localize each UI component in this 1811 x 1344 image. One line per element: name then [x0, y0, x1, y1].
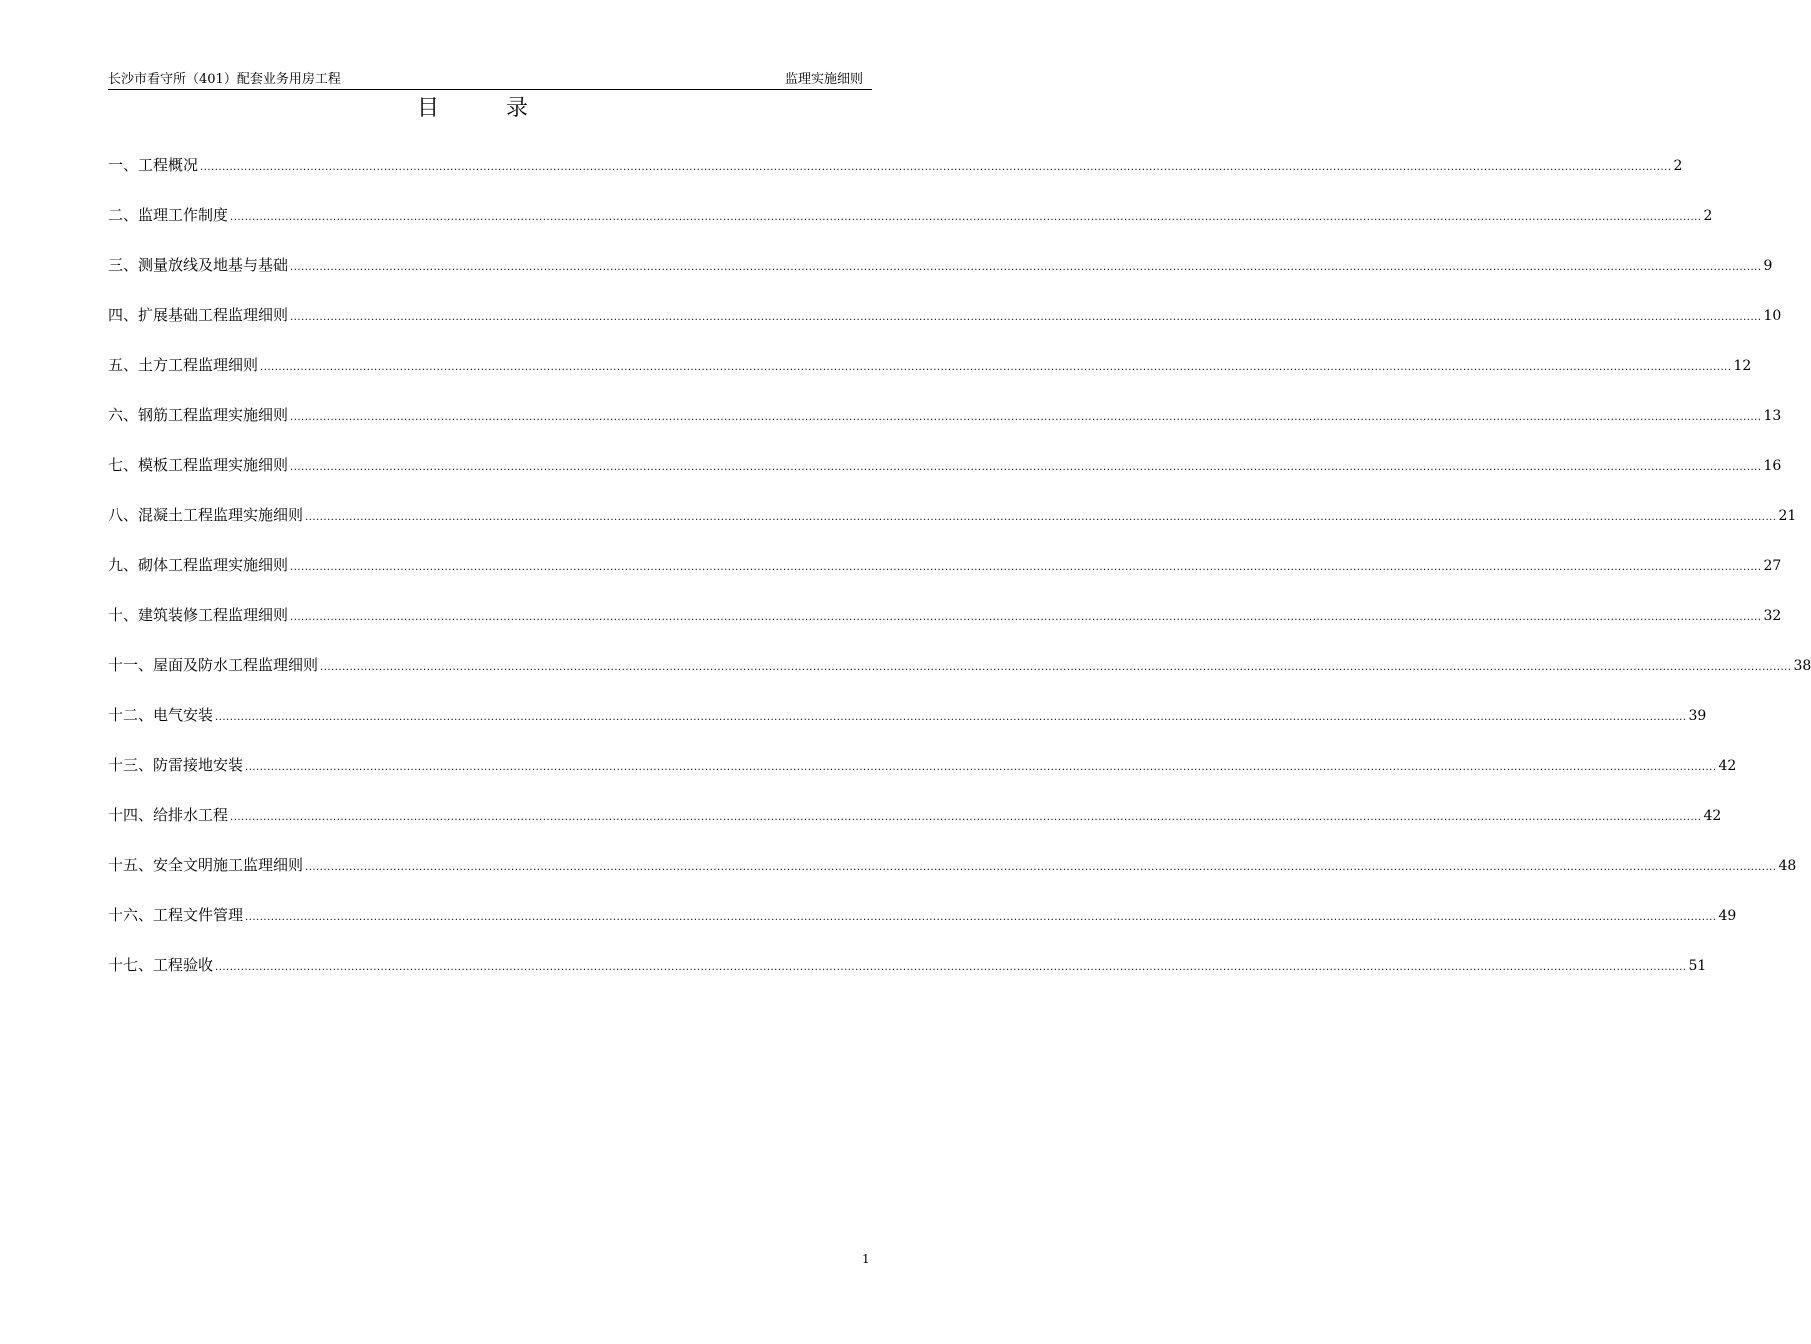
toc-leader-dots: ................................................................................................................................................................................................................................................................................................................................................................................................................	[290, 562, 1762, 573]
toc-entry-label: 十六、工程文件管理	[108, 906, 244, 924]
table-of-contents	[108, 154, 1811, 1004]
toc-entry-page: 27	[1763, 558, 1782, 574]
toc-entry[interactable]	[108, 854, 1797, 904]
toc-leader-dots: ................................................................................................................................................................................................................................................................................................................................................................................................................	[290, 612, 1762, 623]
toc-entry[interactable]	[108, 904, 1737, 954]
toc-entry-page: 9	[1763, 258, 1773, 274]
toc-entry-page: 2	[1703, 208, 1713, 224]
toc-leader-dots: ................................................................................................................................................................................................................................................................................................................................................................................................................	[200, 162, 1672, 173]
toc-entry-label: 十三、防雷接地安装	[108, 756, 244, 774]
toc-entry-label: 十、建筑装修工程监理细则	[108, 606, 289, 624]
toc-entry[interactable]	[108, 954, 1707, 1004]
toc-entry[interactable]	[108, 654, 1811, 704]
header-project-name: 长沙市看守所（401）配套业务用房工程	[108, 72, 341, 87]
page-header	[108, 70, 872, 90]
toc-entry-label: 十二、电气安装	[108, 706, 214, 724]
toc-leader-dots: ................................................................................................................................................................................................................................................................................................................................................................................................................	[290, 462, 1762, 473]
page-number: 1	[862, 1252, 870, 1266]
toc-entry-label: 十四、给排水工程	[108, 806, 229, 824]
toc-entry[interactable]	[108, 254, 1773, 304]
toc-entry[interactable]	[108, 704, 1707, 754]
toc-entry-label: 二、监理工作制度	[108, 206, 229, 224]
toc-entry[interactable]	[108, 204, 1713, 254]
toc-entry-page: 21	[1778, 508, 1797, 524]
toc-entry-page: 42	[1718, 758, 1737, 774]
toc-entry[interactable]	[108, 154, 1683, 204]
toc-leader-dots: ................................................................................................................................................................................................................................................................................................................................................................................................................	[290, 412, 1762, 423]
toc-entry-page: 39	[1688, 708, 1707, 724]
toc-entry-page: 13	[1763, 408, 1782, 424]
toc-entry-label: 八、混凝土工程监理实施细则	[108, 506, 304, 524]
toc-entry-label: 十一、屋面及防水工程监理细则	[108, 656, 319, 674]
toc-entry[interactable]	[108, 554, 1782, 604]
toc-entry-label: 四、扩展基础工程监理细则	[108, 306, 289, 324]
toc-entry[interactable]	[108, 404, 1782, 454]
toc-leader-dots: ................................................................................................................................................................................................................................................................................................................................................................................................................	[215, 712, 1687, 723]
toc-leader-dots: ................................................................................................................................................................................................................................................................................................................................................................................................................	[230, 212, 1702, 223]
toc-entry-label: 三、测量放线及地基与基础	[108, 256, 289, 274]
toc-entry-page: 48	[1778, 858, 1797, 874]
toc-leader-dots: ................................................................................................................................................................................................................................................................................................................................................................................................................	[290, 262, 1762, 273]
toc-entry-page: 2	[1673, 158, 1683, 174]
toc-entry-page: 38	[1793, 658, 1811, 674]
toc-entry-page: 51	[1688, 958, 1707, 974]
toc-entry-label: 九、砌体工程监理实施细则	[108, 556, 289, 574]
toc-entry[interactable]	[108, 504, 1797, 554]
toc-entry-label: 一、工程概况	[108, 156, 199, 174]
toc-leader-dots: ................................................................................................................................................................................................................................................................................................................................................................................................................	[320, 662, 1792, 673]
toc-leader-dots: ................................................................................................................................................................................................................................................................................................................................................................................................................	[215, 962, 1687, 973]
toc-entry-label: 十七、工程验收	[108, 956, 214, 974]
toc-leader-dots: ................................................................................................................................................................................................................................................................................................................................................................................................................	[230, 812, 1702, 823]
toc-leader-dots: ................................................................................................................................................................................................................................................................................................................................................................................................................	[305, 512, 1777, 523]
toc-leader-dots: ................................................................................................................................................................................................................................................................................................................................................................................................................	[290, 312, 1762, 323]
toc-entry[interactable]	[108, 304, 1782, 354]
toc-entry-page: 42	[1703, 808, 1722, 824]
toc-entry[interactable]	[108, 754, 1737, 804]
toc-entry-label: 五、土方工程监理细则	[108, 356, 259, 374]
toc-leader-dots: ................................................................................................................................................................................................................................................................................................................................................................................................................	[260, 362, 1732, 373]
toc-entry-page: 12	[1733, 358, 1752, 374]
toc-entry-page: 49	[1718, 908, 1737, 924]
toc-entry-label: 十五、安全文明施工监理细则	[108, 856, 304, 874]
toc-leader-dots: ................................................................................................................................................................................................................................................................................................................................................................................................................	[245, 912, 1717, 923]
toc-entry[interactable]	[108, 804, 1722, 854]
toc-title: 目 录	[417, 96, 558, 121]
toc-entry[interactable]	[108, 454, 1782, 504]
toc-entry-label: 七、模板工程监理实施细则	[108, 456, 289, 474]
toc-entry-label: 六、钢筋工程监理实施细则	[108, 406, 289, 424]
header-document-type: 监理实施细则	[784, 72, 863, 87]
toc-leader-dots: ................................................................................................................................................................................................................................................................................................................................................................................................................	[305, 862, 1777, 873]
toc-leader-dots: ................................................................................................................................................................................................................................................................................................................................................................................................................	[245, 762, 1717, 773]
toc-entry-page: 10	[1763, 308, 1782, 324]
toc-entry-page: 32	[1763, 608, 1782, 624]
toc-entry[interactable]	[108, 354, 1752, 404]
toc-entry-page: 16	[1763, 458, 1782, 474]
toc-entry[interactable]	[108, 604, 1782, 654]
